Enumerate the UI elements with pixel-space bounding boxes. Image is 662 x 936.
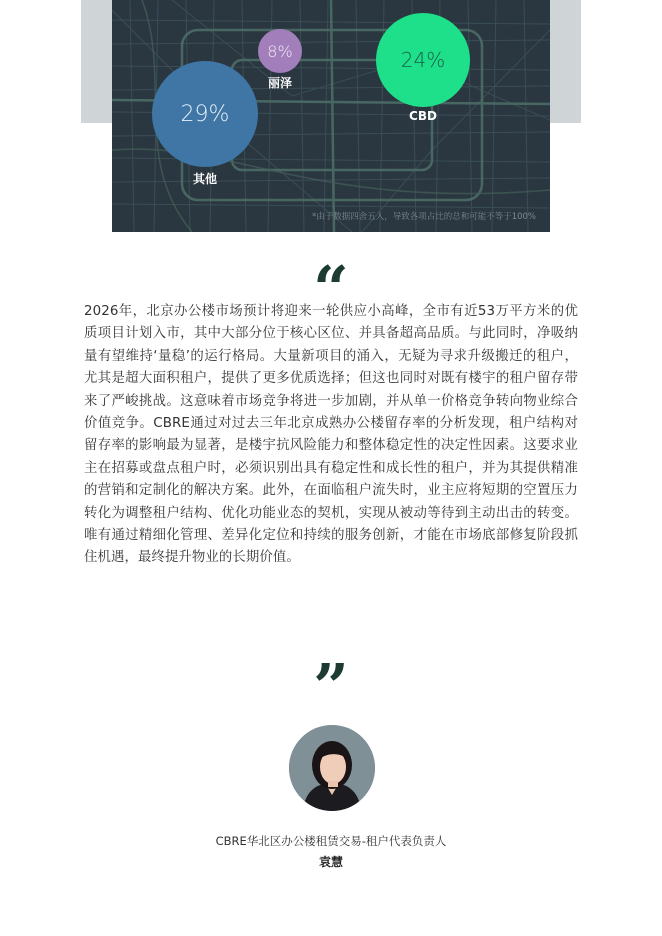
bubble-other <box>152 61 258 167</box>
bubble-lize <box>258 29 302 73</box>
bubble-other-label: 其他 <box>192 172 217 186</box>
open-quote-icon: “ <box>313 262 349 304</box>
bubble-lize-percent: 8% <box>267 41 293 61</box>
close-quote-icon: ” <box>313 660 349 702</box>
bubble-cbd-percent: 24% <box>400 48 446 72</box>
speaker-portrait-icon <box>289 725 375 811</box>
bubble-cbd <box>376 13 470 107</box>
speaker-name: 袁慧 <box>318 855 343 869</box>
bubble-other-percent: 29% <box>180 101 230 127</box>
speaker-title: CBRE华北区办公楼租赁交易-租户代表负责人 <box>215 834 447 848</box>
quote-body-text: 2026年，北京办公楼市场预计将迎来一轮供应小高峰，全市有近53万平方米的优质项目计划入市，其中大部分位于核心区位、并具备超高品质。与此同时，净吸纳量有望维持‘量稳’的运行格局。大量新项目的涌入，无疑为寻求升级搬迁的租户，尤其是超大面积租户，提供了更多优质选择；但这也同时对既有楼宇的租户留存带来了严峻挑战。这意味着市场竞争将进一步加剧，并从单一价格竞争转向物业综合价值竞争。CBRE通过对过去三年北京成熟办公楼留存率的分析发现，租户结构对留存率的影响最为显著，是楼宇抗风险能力和整体稳定性的决定性因素。这要求业主在招募或盘点租户时，必须识别出具有稳定性和成长性的租户，并为其提供精准的营销和定制化的解决方案。此外，在面临租户流失时，业主应将短期的空置压力转化为调整租户结构、优化功能业态的契机，实现从被动等待到主动出击的转变。唯有通过精细化管理、差异化定位和持续的服务创新，才能在市场底部修复阶段抓住机遇，最终提升物业的长期价值。 <box>84 304 578 566</box>
map-figure <box>112 0 550 232</box>
bubble-lize-label: 丽泽 <box>267 76 292 90</box>
map-footnote: *由于数据四舍五入，导致各项占比的总和可能不等于100% <box>311 212 536 222</box>
bubble-cbd-label: CBD <box>409 109 437 123</box>
speaker-avatar <box>289 725 375 811</box>
